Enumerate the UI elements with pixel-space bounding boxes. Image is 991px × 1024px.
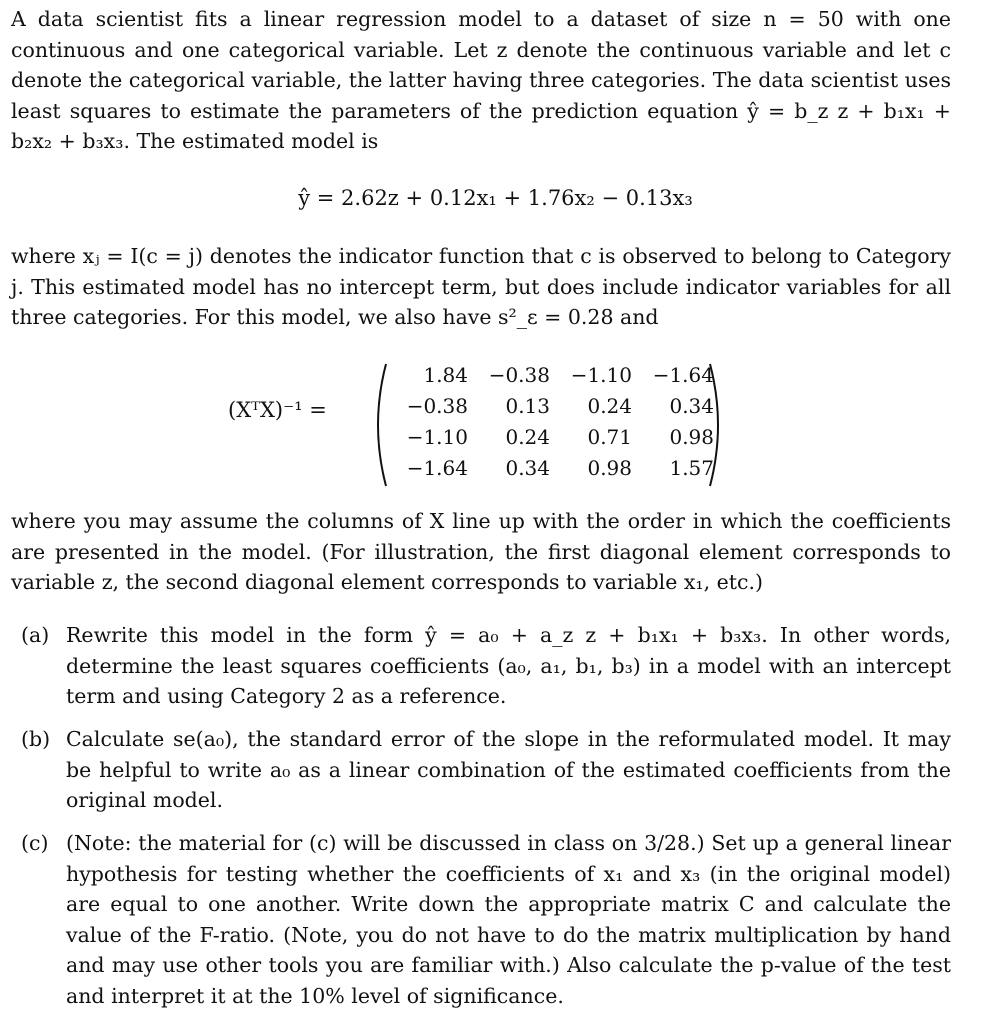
matrix-cell: −0.38 bbox=[406, 394, 468, 418]
matrix-cell: 0.98 bbox=[669, 425, 714, 449]
after-matrix-paragraph: where you may assume the columns of X line up with the order in which the coefficients are presented in the model. (For illustration, the first diagonal element corresponds to variable z, the second diagonal element corresponds to variable x₁, etc.) bbox=[11, 509, 951, 595]
matrix-cell: 1.57 bbox=[669, 456, 714, 480]
matrix-cell: 0.24 bbox=[505, 425, 550, 449]
matrix-cell: −1.10 bbox=[406, 425, 468, 449]
matrix-cell: −1.10 bbox=[570, 363, 632, 387]
part-c-text: (Note: the material for (c) will be discussed in class on 3/28.) Set up a general linear hypothesis for testing whether the coefficients of x₁ and x₃ (in the original model) are equal to one another. Write down the appropriate matrix C and calculate the value of the F-ratio. (Note, you do not have to do the matrix multiplication by hand and may use other tools you are familiar with.) Also calculate the p-value of the test and interpret it at the 10% level of significance. bbox=[66, 831, 951, 1008]
part-b-label: (b) bbox=[21, 727, 51, 751]
part-b-text: Calculate se(a₀), the standard error of the slope in the reformulated model. It may be helpful to write a₀ as a linear combination of the estimated coefficients from the original model. bbox=[66, 727, 951, 813]
matrix-label: (XᵀX)⁻¹ = bbox=[228, 398, 327, 422]
matrix-row bbox=[386, 391, 714, 422]
right-parenthesis bbox=[706, 362, 728, 488]
matrix-cell: 0.24 bbox=[587, 394, 632, 418]
matrix-cell: 0.98 bbox=[587, 456, 632, 480]
matrix-row bbox=[386, 360, 714, 391]
matrix-cell: 0.71 bbox=[587, 425, 632, 449]
matrix-grid bbox=[386, 360, 714, 484]
matrix-cell: 0.34 bbox=[669, 394, 714, 418]
matrix-cell: 0.34 bbox=[505, 456, 550, 480]
intro-paragraph: A data scientist fits a linear regression model to a dataset of size n = 50 with one continuous and one categorical variable. Let z denote the continuous variable and let c denote the categorical variable, the latter having three categories. The data scientist uses least squares to estimate the parameters of the prediction equation ŷ = b_z z + b₁x₁ + b₂x₂ + b₃x₃. The estimated model is bbox=[11, 7, 951, 154]
part-a-label: (a) bbox=[21, 623, 50, 647]
matrix-cell: 1.84 bbox=[423, 363, 468, 387]
part-c-label: (c) bbox=[21, 831, 49, 855]
part-a-text: Rewrite this model in the form ŷ = a₀ + a_z z + b₁x₁ + b₃x₃. In other words, determine the least squares coefficients (a₀, a₁, b₁, b₃) in a model with an intercept term and using Category 2 as a reference. bbox=[66, 623, 951, 709]
matrix-cell: 0.13 bbox=[505, 394, 550, 418]
matrix-cell: −1.64 bbox=[406, 456, 468, 480]
matrix-row bbox=[386, 422, 714, 453]
matrix-row bbox=[386, 453, 714, 484]
matrix-cell: −1.64 bbox=[652, 363, 714, 387]
middle-paragraph: where xⱼ = I(c = j) denotes the indicator function that c is observed to belong to Category j. This estimated model has no intercept term, but does include indicator variables for all three categories. For this model, we also have s²_ε = 0.28 and bbox=[11, 244, 951, 330]
model-equation: ŷ = 2.62z + 0.12x₁ + 1.76x₂ − 0.13x₃ bbox=[298, 186, 693, 210]
matrix-cell: −0.38 bbox=[488, 363, 550, 387]
